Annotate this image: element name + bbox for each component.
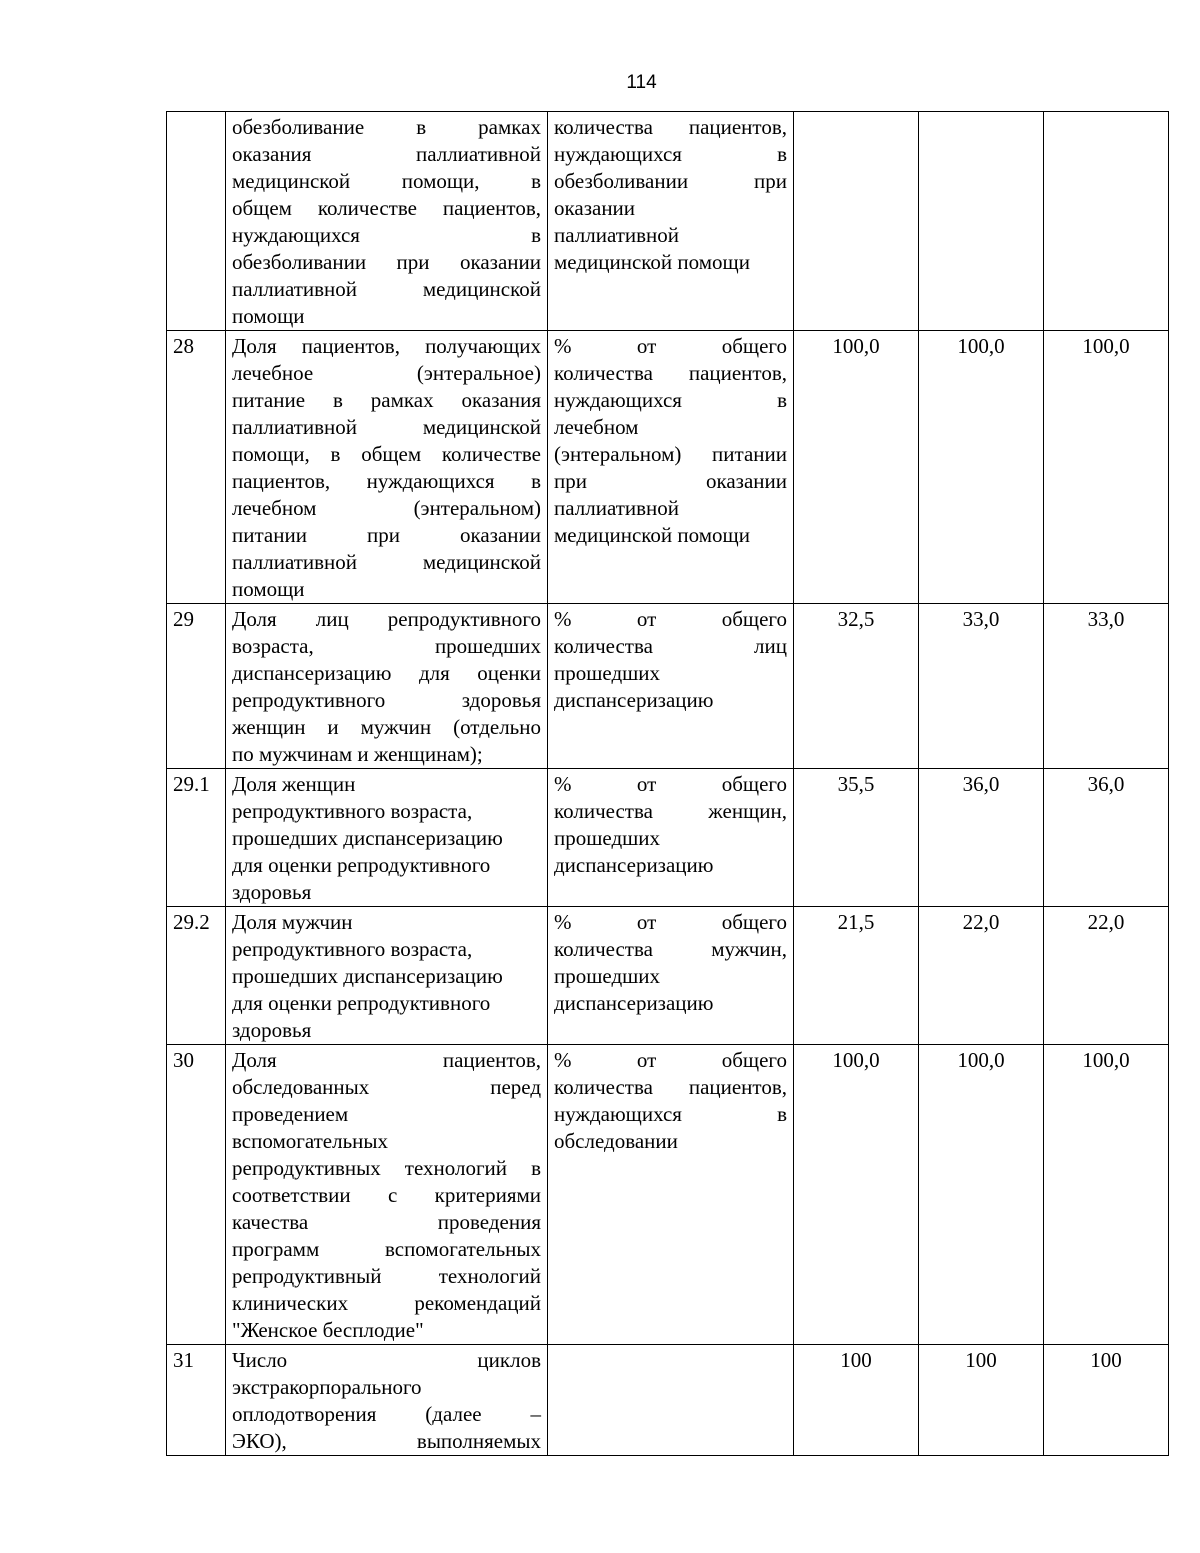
value-year-2: 36,0 bbox=[919, 769, 1044, 907]
value-year-1: 32,5 bbox=[794, 604, 919, 769]
indicator-name bbox=[226, 112, 548, 331]
unit-line: лечебном bbox=[554, 415, 639, 439]
indicator-name-line: диспансеризацию для оценки bbox=[232, 661, 541, 685]
indicator-name-line: Число циклов bbox=[232, 1348, 541, 1372]
value-year-2 bbox=[919, 112, 1044, 331]
value-year-2: 100,0 bbox=[919, 331, 1044, 604]
value-year-1 bbox=[794, 112, 919, 331]
indicator-name-line: репродуктивного здоровья bbox=[232, 688, 541, 712]
indicator-name-line: прошедших диспансеризацию bbox=[232, 964, 503, 988]
row-number: 29 bbox=[167, 604, 226, 769]
unit-of-measure bbox=[548, 769, 794, 907]
value-year-3: 100,0 bbox=[1044, 331, 1169, 604]
unit-of-measure bbox=[548, 1345, 794, 1456]
unit-line: нуждающихся в bbox=[554, 142, 787, 166]
unit-line: количества мужчин, bbox=[554, 937, 787, 961]
unit-line: оказании bbox=[554, 196, 636, 220]
indicators-table bbox=[166, 111, 1169, 1456]
indicator-name-line: обезболивание в рамках bbox=[232, 115, 541, 139]
value-year-1: 35,5 bbox=[794, 769, 919, 907]
indicator-name-line: репродуктивного возраста, bbox=[232, 937, 473, 961]
indicator-name-line: Доля мужчин bbox=[232, 910, 353, 934]
indicator-name bbox=[226, 769, 548, 907]
indicator-name-line: обезболивании при оказании bbox=[232, 250, 541, 274]
indicator-name-line: питании при оказании bbox=[232, 523, 541, 547]
indicator-name-line: здоровья bbox=[232, 880, 312, 904]
indicator-name-line: для оценки репродуктивного bbox=[232, 853, 491, 877]
unit-line: медицинской помощи bbox=[554, 523, 750, 547]
indicator-name-line: прошедших диспансеризацию bbox=[232, 826, 503, 850]
unit-line: % от общего bbox=[554, 334, 787, 358]
unit-line: паллиативной bbox=[554, 496, 680, 520]
unit-line: медицинской помощи bbox=[554, 250, 750, 274]
unit-line: количества пациентов, bbox=[554, 361, 787, 385]
unit-line: прошедших bbox=[554, 964, 661, 988]
page-number: 114 bbox=[626, 72, 657, 93]
value-year-3: 22,0 bbox=[1044, 907, 1169, 1045]
table-row bbox=[167, 112, 1169, 331]
indicator-name-line: лечебном (энтеральном) bbox=[232, 496, 541, 520]
value-year-2: 33,0 bbox=[919, 604, 1044, 769]
unit-line: (энтеральном) питании bbox=[554, 442, 787, 466]
row-number: 31 bbox=[167, 1345, 226, 1456]
indicator-name-line: паллиативной медицинской bbox=[232, 415, 541, 439]
unit-line: обезболивании при bbox=[554, 169, 787, 193]
indicator-name-line: программ вспомогательных bbox=[232, 1237, 541, 1261]
value-year-1: 100 bbox=[794, 1345, 919, 1456]
unit-of-measure bbox=[548, 112, 794, 331]
value-year-3: 100,0 bbox=[1044, 1045, 1169, 1345]
indicator-name bbox=[226, 907, 548, 1045]
indicator-name-line: нуждающихся в bbox=[232, 223, 541, 247]
indicator-name-line: Доля лиц репродуктивного bbox=[232, 607, 541, 631]
indicator-name-line: по мужчинам и женщинам); bbox=[232, 742, 483, 766]
unit-of-measure bbox=[548, 907, 794, 1045]
unit-line: паллиативной bbox=[554, 223, 680, 247]
unit-line: прошедших bbox=[554, 826, 661, 850]
indicator-name-line: репродуктивного возраста, bbox=[232, 799, 473, 823]
unit-line: количества пациентов, bbox=[554, 1075, 787, 1099]
table-row bbox=[167, 1045, 1169, 1345]
table-row bbox=[167, 331, 1169, 604]
unit-line: при оказании bbox=[554, 469, 787, 493]
indicator-name-line: возраста, прошедших bbox=[232, 634, 541, 658]
unit-line: % от общего bbox=[554, 772, 787, 796]
value-year-1: 21,5 bbox=[794, 907, 919, 1045]
indicator-name-line: репродуктивный технологий bbox=[232, 1264, 541, 1288]
indicator-name-line: помощи bbox=[232, 577, 305, 601]
unit-line: нуждающихся в bbox=[554, 1102, 787, 1126]
table-row bbox=[167, 907, 1169, 1045]
table-row bbox=[167, 769, 1169, 907]
indicator-name bbox=[226, 331, 548, 604]
value-year-2: 100 bbox=[919, 1345, 1044, 1456]
indicator-name-line: женщин и мужчин (отдельно bbox=[232, 715, 541, 739]
unit-of-measure bbox=[548, 331, 794, 604]
value-year-2: 22,0 bbox=[919, 907, 1044, 1045]
indicator-name-line: проведением bbox=[232, 1102, 349, 1126]
indicator-name-line: репродуктивных технологий в bbox=[232, 1156, 541, 1180]
row-number: 29.2 bbox=[167, 907, 226, 1045]
indicator-name-line: "Женское бесплодие" bbox=[232, 1318, 424, 1342]
indicator-name-line: помощи bbox=[232, 304, 305, 328]
row-number: 29.1 bbox=[167, 769, 226, 907]
indicator-name-line: для оценки репродуктивного bbox=[232, 991, 491, 1015]
value-year-3 bbox=[1044, 112, 1169, 331]
indicator-name-line: здоровья bbox=[232, 1018, 312, 1042]
unit-line: нуждающихся в bbox=[554, 388, 787, 412]
indicator-name-line: паллиативной медицинской bbox=[232, 550, 541, 574]
indicator-name-line: Доля пациентов, получающих bbox=[232, 334, 541, 358]
indicator-name bbox=[226, 1345, 548, 1456]
value-year-1: 100,0 bbox=[794, 1045, 919, 1345]
indicator-name-line: общем количестве пациентов, bbox=[232, 196, 541, 220]
indicator-name-line: обследованных перед bbox=[232, 1075, 541, 1099]
table-row bbox=[167, 604, 1169, 769]
unit-line: количества женщин, bbox=[554, 799, 787, 823]
value-year-1: 100,0 bbox=[794, 331, 919, 604]
value-year-3: 36,0 bbox=[1044, 769, 1169, 907]
unit-line: диспансеризацию bbox=[554, 853, 714, 877]
indicator-name-line: соответствии с критериями bbox=[232, 1183, 541, 1207]
unit-of-measure bbox=[548, 1045, 794, 1345]
indicator-name bbox=[226, 604, 548, 769]
unit-of-measure bbox=[548, 604, 794, 769]
unit-line: % от общего bbox=[554, 607, 787, 631]
row-number bbox=[167, 112, 226, 331]
indicator-name-line: ЭКО), выполняемых bbox=[232, 1429, 541, 1453]
unit-line: количества пациентов, bbox=[554, 115, 787, 139]
table-row bbox=[167, 1345, 1169, 1456]
indicator-name-line: экстракорпорального bbox=[232, 1375, 422, 1399]
indicator-name-line: вспомогательных bbox=[232, 1129, 389, 1153]
indicator-name-line: Доля женщин bbox=[232, 772, 356, 796]
indicator-name-line: качества проведения bbox=[232, 1210, 541, 1234]
unit-line: % от общего bbox=[554, 910, 787, 934]
indicator-name-line: оказания паллиативной bbox=[232, 142, 541, 166]
indicator-name-line: питание в рамках оказания bbox=[232, 388, 541, 412]
indicator-name-line: клинических рекомендаций bbox=[232, 1291, 541, 1315]
unit-line: количества лиц bbox=[554, 634, 787, 658]
indicator-name-line: паллиативной медицинской bbox=[232, 277, 541, 301]
indicator-name-line: лечебное (энтеральное) bbox=[232, 361, 541, 385]
value-year-3: 33,0 bbox=[1044, 604, 1169, 769]
indicator-name-line: пациентов, нуждающихся в bbox=[232, 469, 541, 493]
unit-line: % от общего bbox=[554, 1048, 787, 1072]
unit-line: обследовании bbox=[554, 1129, 678, 1153]
value-year-3: 100 bbox=[1044, 1345, 1169, 1456]
indicator-name-line: оплодотворения (далее – bbox=[232, 1402, 541, 1426]
indicator-name-line: медицинской помощи, в bbox=[232, 169, 541, 193]
indicator-name bbox=[226, 1045, 548, 1345]
indicator-name-line: помощи, в общем количестве bbox=[232, 442, 541, 466]
indicator-name-line: Доля пациентов, bbox=[232, 1048, 541, 1072]
row-number: 28 bbox=[167, 331, 226, 604]
unit-line: диспансеризацию bbox=[554, 991, 714, 1015]
unit-line: прошедших bbox=[554, 661, 661, 685]
row-number: 30 bbox=[167, 1045, 226, 1345]
value-year-2: 100,0 bbox=[919, 1045, 1044, 1345]
unit-line: диспансеризацию bbox=[554, 688, 714, 712]
